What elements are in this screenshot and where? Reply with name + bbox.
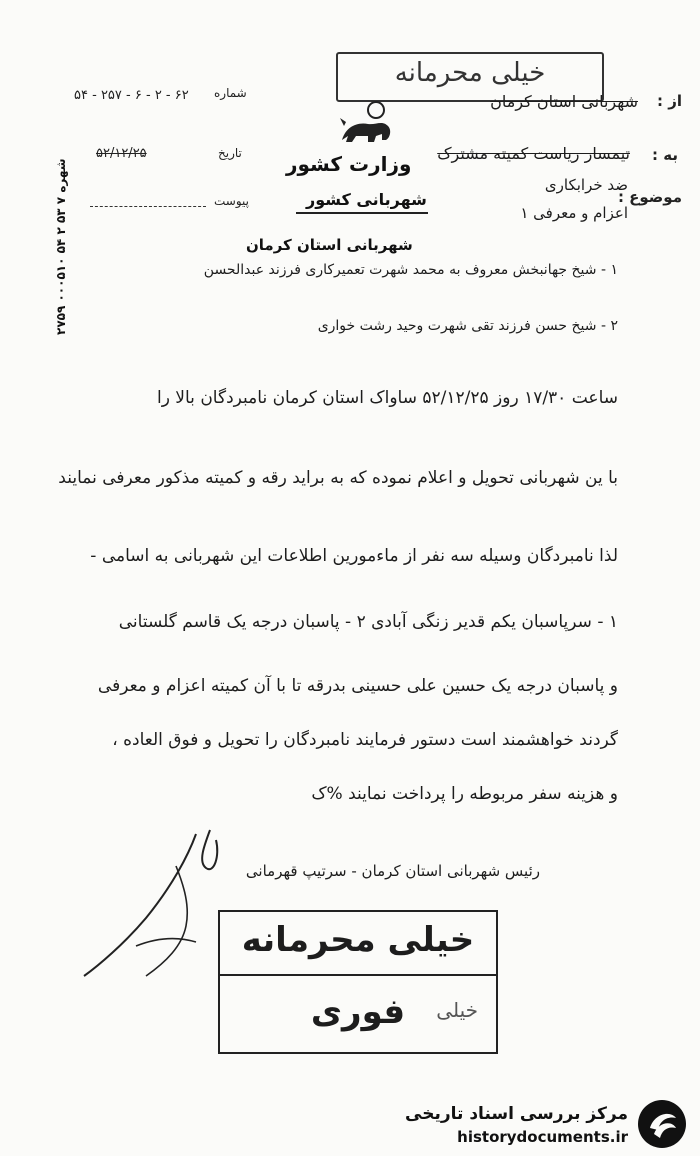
number-value: ۶۲ - ۲ - ۶ - ۲۵۷ - ۵۴ <box>74 88 189 103</box>
detainee-item-1: ۱ - شیخ جهانبخش معروف به محمد شهرت تعمیرکاری فرزند عبدالحسن <box>203 262 618 278</box>
to-value: تیمسار ریاست کمیته مشترک <box>437 144 630 163</box>
urgent-stamp-text: فوری <box>310 992 406 1032</box>
confidential-stamp-text: خیلی محرمانه <box>241 920 475 960</box>
archive-center-logo-icon <box>636 1098 688 1150</box>
attachment-label: پیوست <box>214 194 249 208</box>
subject-label: موضوع : <box>617 188 682 206</box>
subject-line-1: ضد خرابکاری <box>544 176 628 194</box>
body-line-6: گردند خواهشمند است دستور فرمایند نامبردگان را تحویل و فوق العاده ، <box>112 730 618 750</box>
ministry-title: وزارت کشور <box>286 152 412 176</box>
department-underline <box>296 212 428 214</box>
from-value: شهربانی استان کرمان <box>490 92 638 111</box>
footer-title: مرکز بررسی اسناد تاریخی <box>405 1104 628 1124</box>
attachment-blank <box>90 206 206 207</box>
body-line-7: و هزینه سفر مربوطه را پرداخت نمایند %ک <box>311 784 618 804</box>
department-title: شهربانی کشور <box>306 190 427 209</box>
top-stamp-text: خیلی محرمانه <box>394 58 546 88</box>
signature-line: رئیس شهربانی استان کرمان - سرتیپ قهرمانی <box>245 862 540 880</box>
detainee-item-2: ۲ - شیخ حسن فرزند تقی شهرت وحید رشت خواری <box>317 318 618 334</box>
from-label: از : <box>657 92 682 110</box>
urgent-stamp-prefix: خیلی <box>436 998 478 1022</box>
side-registration-stamp: ۲۷۵۹ ۰۰۰۵۱۰ شهره ۷ ۵۳ ۲ ۵۴ <box>54 158 68 335</box>
body-line-1: ساعت ۱۷/۳۰ روز ۵۲/۱۲/۲۵ ساواک استان کرمان نامبردگان بالا را <box>156 388 618 408</box>
body-line-4: ۱ - سرپاسبان یکم قدیر زنگی آبادی ۲ - پاسبان درجه یک قاسم گلستانی <box>118 612 618 632</box>
body-line-2: با ین شهربانی تحویل و اعلام نموده که به براید رقه و کمیته مذکور معرفی نمایند <box>58 468 618 488</box>
footer-url[interactable]: historydocuments.ir <box>457 1128 628 1146</box>
body-line-5: و پاسبان درجه یک حسین علی حسینی بدرقه تا با آن کمیته اعزام و معرفی <box>97 676 618 696</box>
provincial-office-title: شهربانی استان کرمان <box>246 236 413 254</box>
lion-and-sun-emblem-icon <box>336 96 400 148</box>
body-line-3: لذا نامبردگان وسیله سه نفر از ماءمورین اطلاعات این شهربانی به اسامی - <box>90 546 618 566</box>
urgent-stamp-box <box>218 972 498 1054</box>
number-label: شماره <box>214 86 247 100</box>
date-value: ۵۲/۱۲/۲۵ <box>96 146 147 161</box>
date-label: تاریخ <box>218 146 242 160</box>
confidential-stamp-box <box>218 910 498 976</box>
to-label: به : <box>652 146 678 164</box>
subject-line-2: اعزام و معرفی ۱ <box>520 204 628 222</box>
